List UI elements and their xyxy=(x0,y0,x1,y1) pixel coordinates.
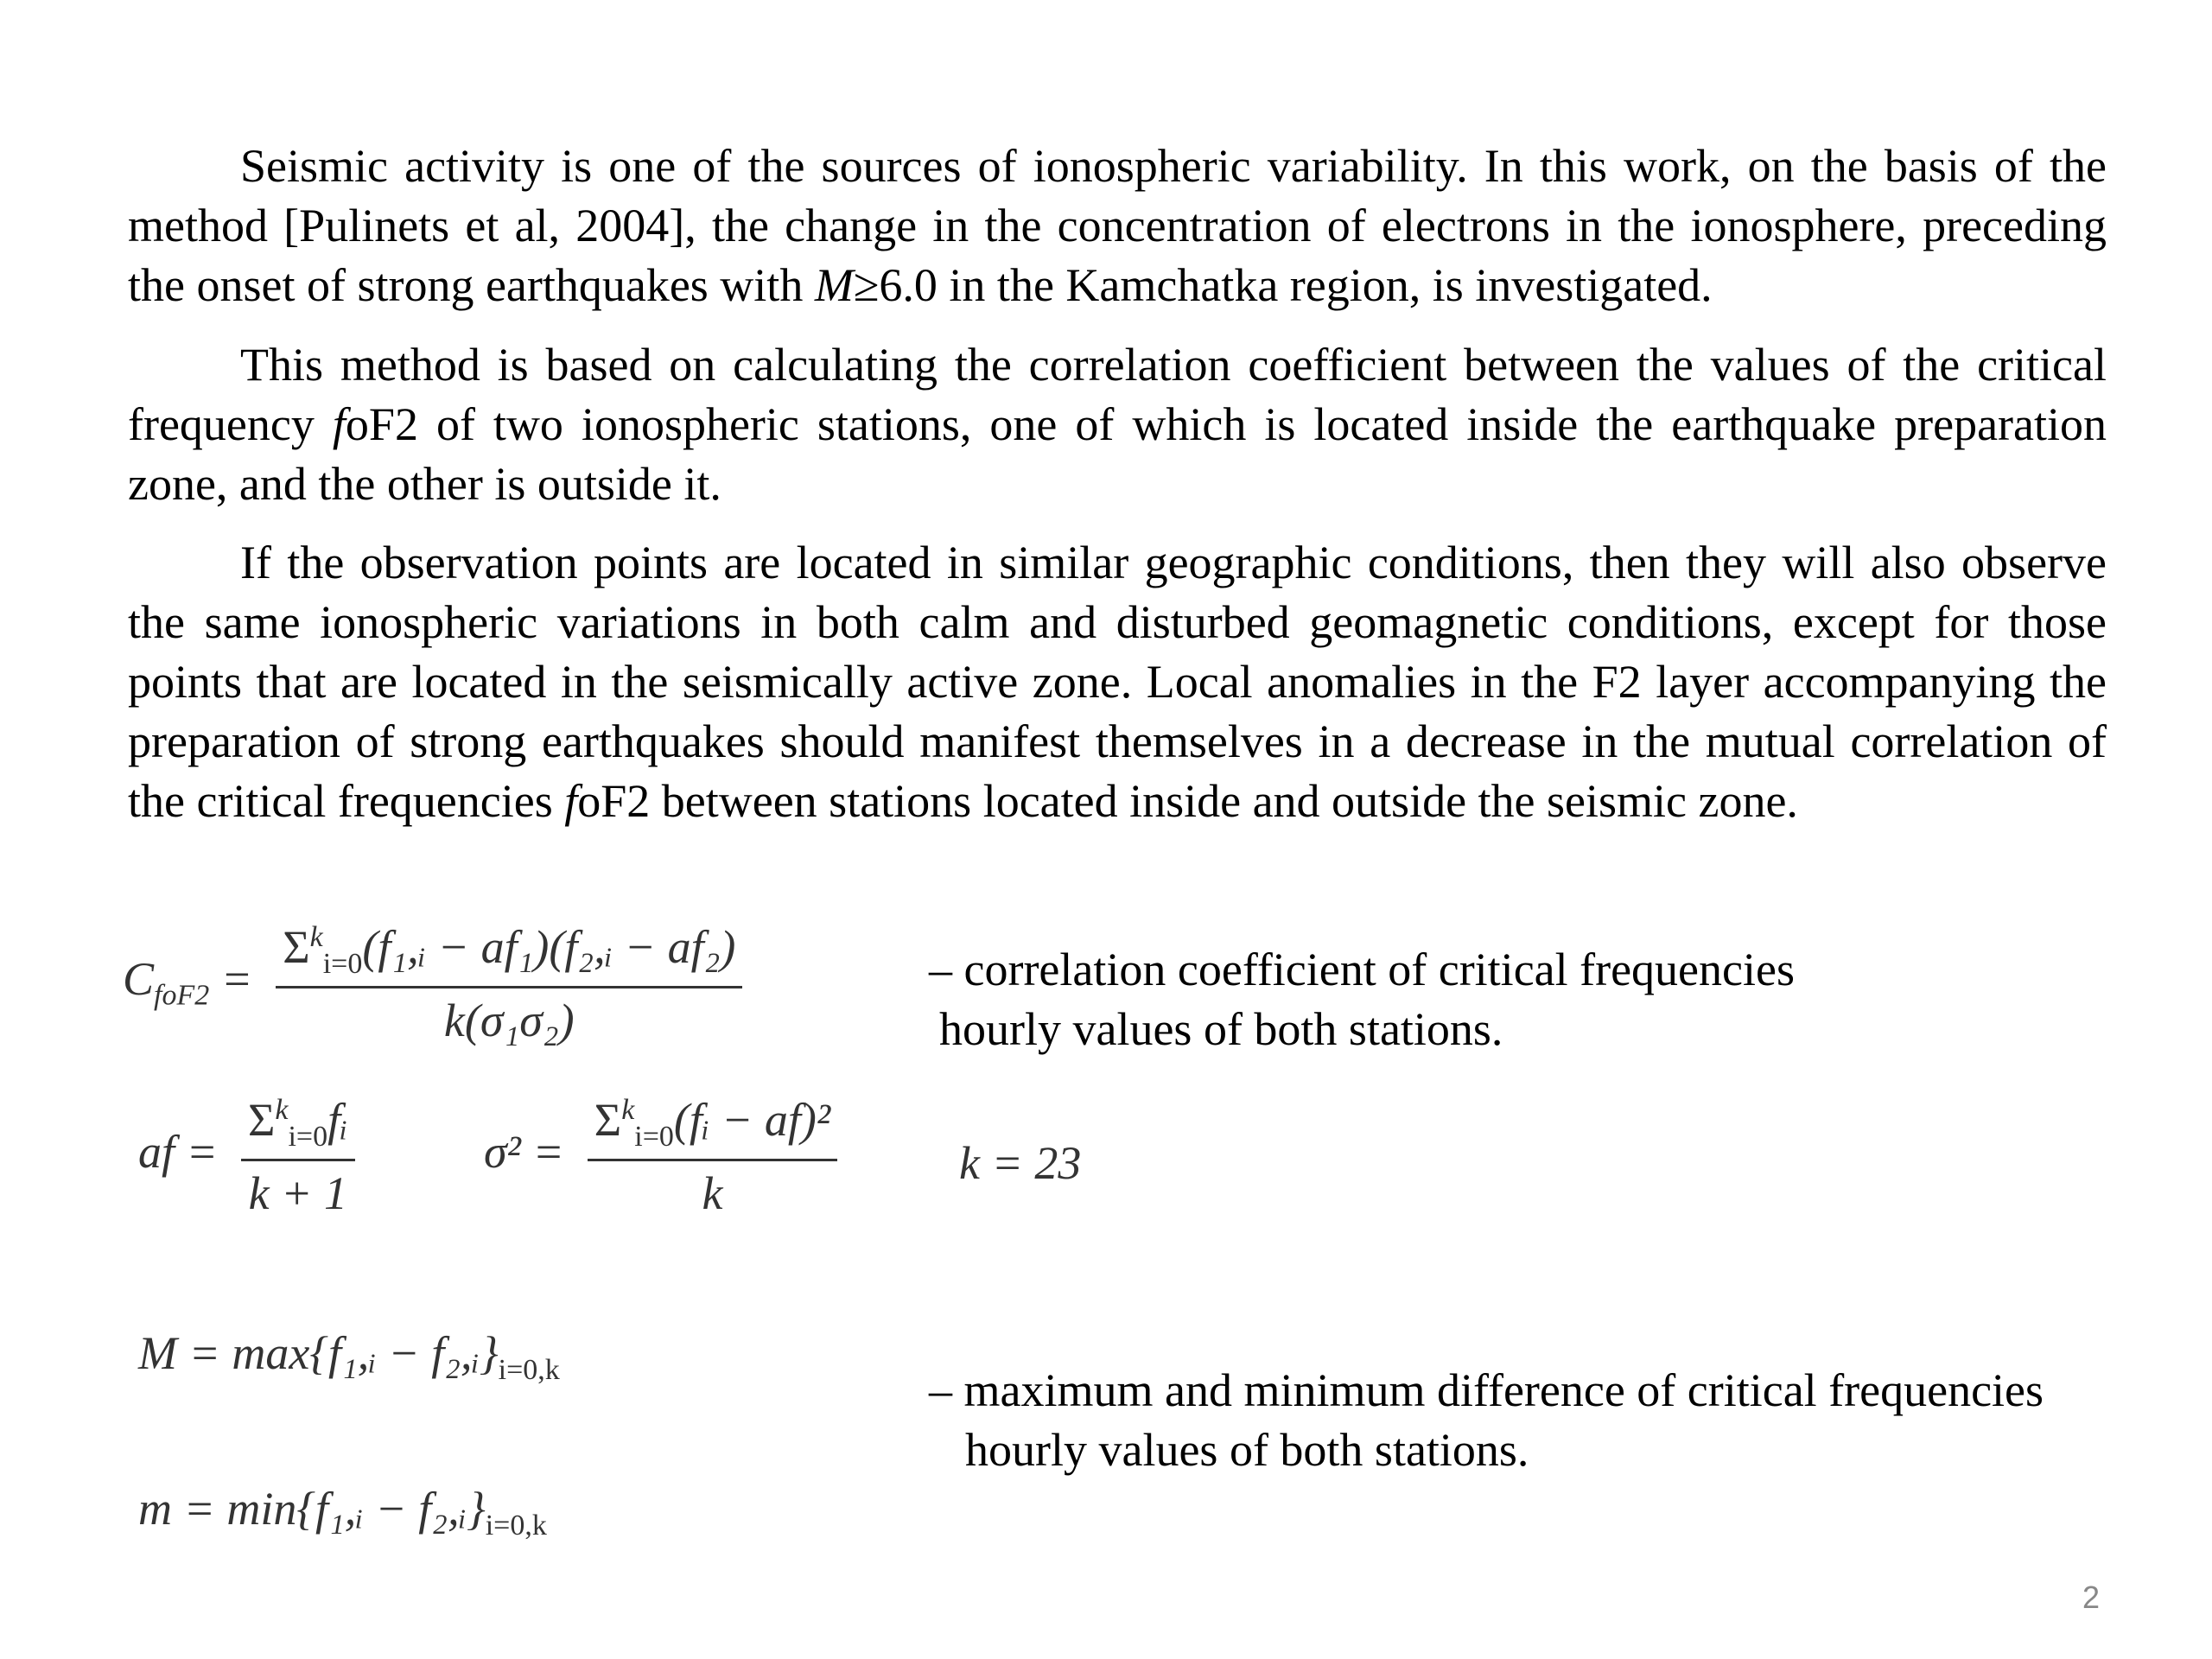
af-lhs: af = xyxy=(138,1125,230,1178)
min-text: m = min{f₁,ᵢ − f₂,ᵢ} xyxy=(138,1483,486,1535)
corr-equals: = xyxy=(209,952,264,1005)
max-text: M = max{f₁,ᵢ − f₂,ᵢ} xyxy=(138,1327,499,1379)
maxmin-description xyxy=(929,1361,2044,1480)
sigma-sum-sup: k xyxy=(621,1094,635,1126)
p3-f-symbol: f xyxy=(564,775,578,827)
maxmin-desc-line1: – maximum and minimum difference of critical frequencies xyxy=(929,1364,2044,1416)
corr-sum-symbol: Σ xyxy=(283,921,310,973)
page-number: 2 xyxy=(2082,1580,2101,1615)
af-sum-sub: i=0 xyxy=(288,1120,328,1153)
sigma-numerator xyxy=(588,1093,837,1161)
corr-desc-line1: – correlation coefficient of critical frequencies xyxy=(929,944,1795,995)
corr-desc-line2: hourly values of both stations. xyxy=(939,1003,1503,1055)
af-denominator: k + 1 xyxy=(248,1166,348,1219)
corr-fraction xyxy=(276,920,742,1047)
corr-sum-sup: k xyxy=(309,921,323,953)
sigma-sum-sub: i=0 xyxy=(634,1120,674,1153)
min-sub: i=0,k xyxy=(485,1509,547,1541)
corr-lhs: C xyxy=(123,952,155,1005)
correlation-description xyxy=(929,940,1795,1059)
sigma-lhs: σ² = xyxy=(484,1125,576,1178)
mean-formula xyxy=(138,1093,355,1220)
p3-text-b: oF2 between stations located inside and outside the seismic zone. xyxy=(577,775,1798,827)
p2-text-a: This method is based on calculating the correlation coefficient between the values of the critical frequency xyxy=(128,339,2107,450)
p1-text-a: Seismic activity is one of the sources of ionospheric variability. In this work, on the basis of the method [Pulinets et al, 2004], the change in the concentration of electrons in the ionosphere, preceding the onset of strong earthquakes with xyxy=(128,140,2107,311)
paragraph-observation-points xyxy=(128,533,2107,831)
max-sub: i=0,k xyxy=(498,1353,560,1386)
k-value: k = 23 xyxy=(959,1137,1082,1189)
af-sum-body: fᵢ xyxy=(327,1094,348,1146)
paragraph-method xyxy=(128,335,2107,514)
variance-formula xyxy=(484,1093,837,1220)
af-sum-sup: k xyxy=(275,1094,289,1126)
corr-numerator xyxy=(276,920,742,988)
p1-magnitude-symbol: M xyxy=(814,259,854,311)
af-numerator xyxy=(241,1093,355,1161)
corr-sum-sub: i=0 xyxy=(322,947,363,980)
af-sum-symbol: Σ xyxy=(247,1094,276,1146)
p2-f-symbol: f xyxy=(332,398,346,450)
corr-denominator: k(σ₁σ₂) xyxy=(443,994,575,1046)
min-formula xyxy=(138,1482,547,1542)
paragraph-seismic-activity xyxy=(128,137,2107,315)
p3-text-a: If the observation points are located in similar geographic conditions, then they will also observe the same ionospheric variations in both calm and disturbed geomagnetic conditions, except for those points that are located in the seismically active zone. Local anomalies in the F2 layer accompanying the preparation of strong earthquakes should manifest themselves in a decrease in the mutual correlation of the critical frequencies xyxy=(128,537,2107,827)
max-formula xyxy=(138,1326,560,1387)
corr-lhs-sub: foF2 xyxy=(154,979,210,1012)
corr-sum-body: (f₁,ᵢ − af₁)(f₂,ᵢ − af₂) xyxy=(362,921,736,973)
sigma-sum-symbol: Σ xyxy=(594,1094,622,1146)
p1-text-b: ≥6.0 in the Kamchatka region, is investigated. xyxy=(853,259,1713,311)
af-fraction xyxy=(241,1093,355,1220)
p2-text-b: oF2 of two ionospheric stations, one of which is located inside the earthquake preparation zone, and the other is outside it. xyxy=(128,398,2107,510)
correlation-formula xyxy=(123,920,742,1047)
maxmin-desc-line2: hourly values of both stations. xyxy=(965,1424,1529,1476)
sigma-denominator: k xyxy=(702,1166,723,1219)
sigma-fraction xyxy=(588,1093,837,1220)
sigma-sum-body: (fᵢ − af)² xyxy=(673,1094,831,1146)
